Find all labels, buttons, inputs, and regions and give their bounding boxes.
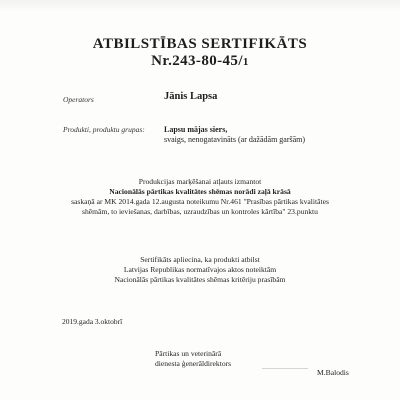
signatory-title-line1: Pārtikas un veterinārā (155, 349, 222, 358)
signatory-name: M.Balodis (317, 368, 349, 377)
statement-line2: Nacionālās pārtikas kvalitātes shēmas norādi zaļā krāsā (109, 187, 291, 196)
statement-line1: Produkcijas marķēšanai atļauts izmantot (138, 177, 262, 186)
operator-value: Jānis Lapsa (164, 91, 218, 102)
operator-label: Operators (63, 95, 94, 104)
statement-line4: shēmām, to ieviešanas, darbības, uzraudzības un kontroles kārtība" 23.punktu (82, 207, 318, 216)
product-value-line1: Lapsu mājas siers, (164, 125, 228, 134)
statement-line3: saskaņā ar MK 2014.gada 12.augusta noteikumu Nr.461 "Prasības pārtikas kvalitātes (71, 197, 329, 206)
certificate-number-suffix: 1 (242, 56, 249, 68)
signatory-title-line2: dienesta ģenerāldirektors (155, 359, 232, 368)
product-value-line2: svaigs, nenogatavināts (ar dažādām garšām) (164, 135, 306, 144)
certification-line3: Nacionālās pārtikas kvalitātes shēmas kritēriju prasībām (114, 275, 286, 284)
certificate-title: ATBILSTĪBAS SERTIFIKĀTS (92, 36, 308, 52)
product-label: Produkti, produktu grupas: (63, 125, 145, 134)
certification-line1: Sertifikāts apliecina, ka produkti atbilst (140, 255, 260, 264)
certification-line2: Latvijas Republikas normatīvajos aktos noteiktām (123, 265, 277, 274)
issue-date: 2019.gada 3.oktobrī (62, 317, 123, 326)
certificate-number-main: Nr.243-80-45/ (151, 53, 243, 69)
signature-mark (262, 354, 308, 369)
scan-edge (0, 0, 400, 12)
certificate-number (0, 53, 400, 70)
